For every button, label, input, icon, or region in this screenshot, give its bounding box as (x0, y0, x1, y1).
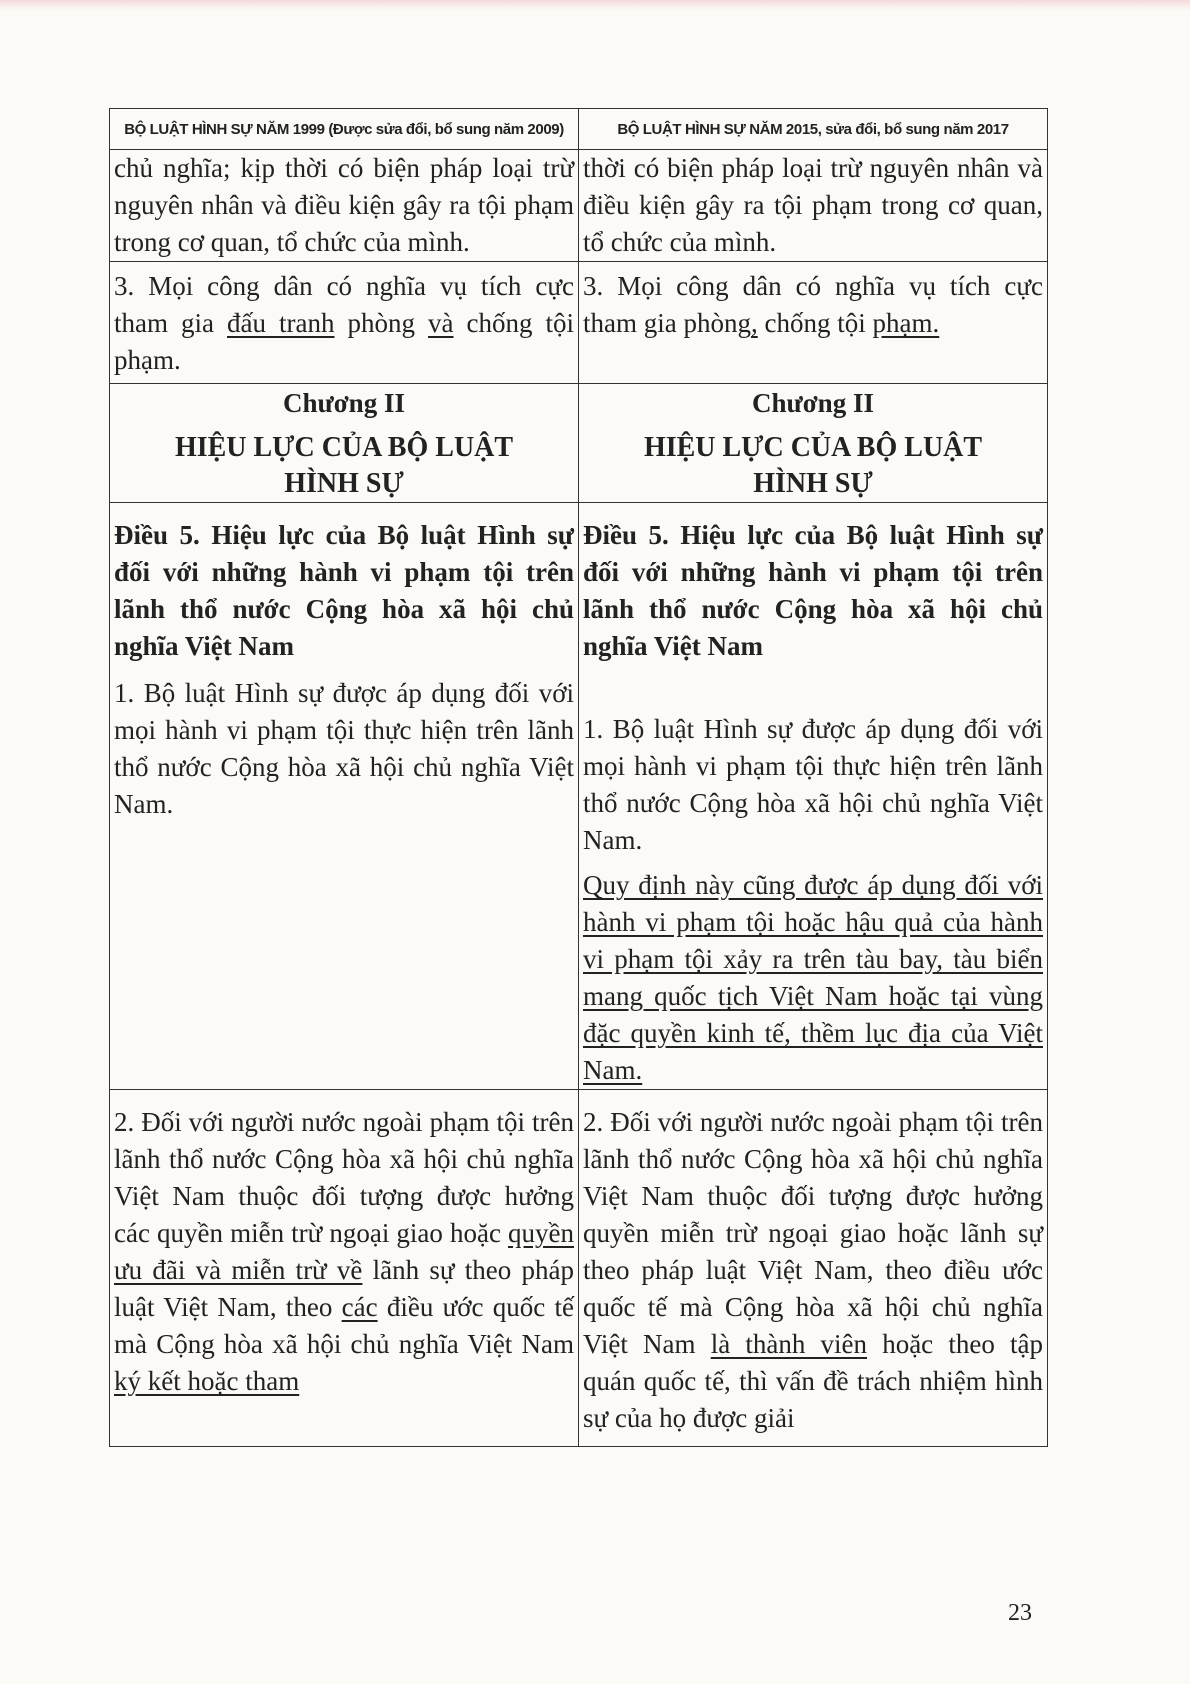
clause3-left-part: phòng (334, 308, 429, 338)
table-row (110, 262, 1048, 384)
clause3-left-part: chống tội phạm. (114, 308, 575, 375)
article-row (110, 503, 1048, 1090)
chapter-right-number: Chương II (752, 388, 874, 418)
clause2-left-underlined: quyền ưu đãi và miễn trừ về (114, 1218, 574, 1285)
chapter-right-title: HIỆU LỰC CỦA BỘ LUẬT HÌNH SỰ (643, 432, 983, 499)
chapter-right-cell (579, 384, 1048, 503)
chapter-left-number: Chương II (283, 388, 405, 418)
row1-right-text: thời có biện pháp loại trừ nguyên nhân và điều kiện gây ra tội phạm trong cơ quan, tổ chức của mình. (583, 153, 1043, 257)
article5-left-title: Điều 5. Hiệu lực của Bộ luật Hình sự đối với những hành vi phạm tội trên lãnh thổ nước Cộng hòa xã hội chủ nghĩa Việt Nam (114, 520, 574, 661)
clause3-right-part: 3. Mọi công dân có nghĩa vụ tích cực tham gia phòng (583, 271, 1043, 338)
clause3-left-part: 3. Mọi công dân có nghĩa vụ tích cực tham gia (114, 271, 574, 338)
clause3-right-underlined: phạm. (872, 308, 940, 338)
chapter-row (110, 384, 1048, 503)
comparison-table (109, 108, 1048, 1447)
table-row (110, 150, 1048, 262)
clause3-right (583, 268, 1043, 342)
chapter-left-cell (110, 384, 579, 503)
clause2-left-cell (110, 1090, 579, 1447)
article5-left-cell (110, 503, 579, 1090)
added-provision-underlined: Quy định này cũng được áp dụng đối với hành vi phạm tội hoặc hậu quả của hành vi phạm tội xảy ra trên tàu bay, tàu biển mang quốc tịch Việt Nam hoặc tại vùng đặc quyền kinh tế, thềm lục địa của Việt Nam. (583, 870, 1043, 1085)
header-right: BỘ LUẬT HÌNH SỰ NĂM 2015, sửa đổi, bổ sung năm 2017 (579, 109, 1048, 150)
article5-right-cell (579, 503, 1048, 1090)
clause3-left-underlined: và (428, 308, 454, 338)
clause2-right-part: hoặc theo tập quán quốc tế, thì vấn đề trách nhiệm hình sự của họ được giải (583, 1329, 1043, 1433)
clause3-left (114, 268, 574, 379)
clause2-left-part: lãnh sự theo pháp luật Việt Nam, theo (114, 1255, 574, 1322)
clause3-right-part: chống tội (757, 308, 873, 338)
clause2-left-underlined: ký kết hoặc tham (114, 1366, 300, 1396)
header-left: BỘ LUẬT HÌNH SỰ NĂM 1999 (Được sửa đổi, bổ sung năm 2009) (110, 109, 579, 150)
clause3-right-underlined: , (750, 308, 758, 338)
article5-right-added-provision (583, 867, 1043, 1089)
clause2-row (110, 1090, 1048, 1447)
row1-right-cell (579, 150, 1048, 262)
article5-right-clause1: 1. Bộ luật Hình sự được áp dụng đối với mọi hành vi phạm tội thực hiện trên lãnh thổ nước Cộng hòa xã hội chủ nghĩa Việt Nam. (583, 714, 1043, 855)
clause2-right-part: 2. Đối với người nước ngoài phạm tội trên lãnh thổ nước Cộng hòa xã hội chủ nghĩa Việt Nam thuộc đối tượng được hưởng quyền miễn trừ ngoại giao hoặc lãnh sự theo pháp luật Việt Nam, theo điều ước quốc tế mà Cộng hòa xã hội chủ nghĩa Việt Nam (583, 1107, 1043, 1359)
clause2-left-underlined: các (341, 1292, 378, 1322)
clause3-left-underlined: đấu tranh (227, 308, 335, 338)
article5-right-title: Điều 5. Hiệu lực của Bộ luật Hình sự đối với những hành vi phạm tội trên lãnh thổ nước Cộng hòa xã hội chủ nghĩa Việt Nam (583, 520, 1043, 661)
table-header-row (110, 109, 1048, 150)
clause2-left (114, 1104, 574, 1400)
clause2-right (583, 1104, 1043, 1437)
row2-left-cell (110, 262, 579, 384)
page-number: 23 (1008, 1600, 1032, 1626)
clause2-right-underlined: là thành viên (710, 1329, 868, 1359)
row1-left-text: chủ nghĩa; kịp thời có biện pháp loại trừ nguyên nhân và điều kiện gây ra tội phạm trong cơ quan, tổ chức của mình. (114, 153, 574, 257)
row2-right-cell (579, 262, 1048, 384)
row1-left-cell (110, 150, 579, 262)
clause2-right-cell (579, 1090, 1048, 1447)
clause2-left-part: 2. Đối với người nước ngoài phạm tội trên lãnh thổ nước Cộng hòa xã hội chủ nghĩa Việt Nam thuộc đối tượng được hưởng các quyền miễn trừ ngoại giao hoặc (114, 1107, 574, 1248)
article5-left-clause1: 1. Bộ luật Hình sự được áp dụng đối với mọi hành vi phạm tội thực hiện trên lãnh thổ nước Cộng hòa xã hội chủ nghĩa Việt Nam. (114, 678, 574, 819)
page-top-edge (0, 0, 1190, 10)
chapter-left-title: HIỆU LỰC CỦA BỘ LUẬT HÌNH SỰ (174, 432, 514, 499)
clause2-left-part: điều ước quốc tế mà Cộng hòa xã hội chủ nghĩa Việt Nam (114, 1292, 574, 1359)
